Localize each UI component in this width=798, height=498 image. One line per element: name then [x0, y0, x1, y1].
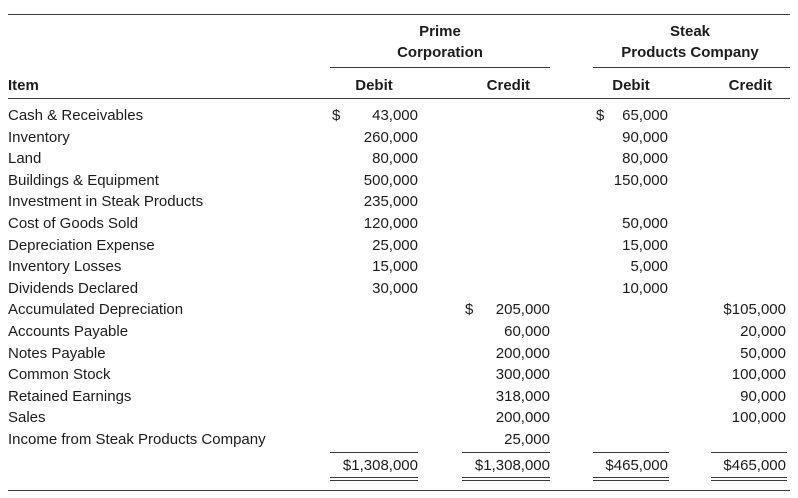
steak-group-rule [593, 67, 790, 68]
steak-credit-total: $465,000 [723, 457, 786, 474]
steak-credit-total-rule [711, 452, 787, 453]
row-item-label: Notes Payable [8, 344, 106, 362]
prime-credit-cell: 205,000 [495, 301, 550, 319]
prime-credit-total-rule [462, 452, 550, 453]
row-item-label: Inventory [8, 128, 70, 146]
prime-credit-cell: 300,000 [495, 366, 550, 384]
steak-credit-cell: $105,000 [723, 301, 786, 319]
prime-credit-dollar-sign: $ [465, 301, 474, 319]
row-item-label: Cost of Goods Sold [8, 215, 139, 232]
row-item-label: Cash & Receivables [8, 107, 144, 124]
table-row [0, 429, 798, 451]
prime-debit-dollar-sign: $ [332, 107, 341, 124]
prime-credit-cell: 25,000 [504, 431, 550, 448]
row-item-label: Depreciation Expense [8, 236, 155, 254]
steak-debit-dollar-sign: $ [596, 107, 605, 124]
table-row [0, 235, 798, 257]
table-row [0, 407, 798, 429]
table-row [0, 364, 798, 386]
steak-header-line1: Steak [669, 23, 711, 40]
steak-credit-cell: 90,000 [740, 387, 786, 405]
prime-debit-cell: 80,000 [372, 150, 418, 168]
prime-debit-cell: 500,000 [363, 171, 418, 189]
table-row [0, 386, 798, 408]
steak-credit-cell: 50,000 [740, 344, 786, 362]
table-row [0, 213, 798, 235]
steak-debit-cell: 50,000 [622, 215, 668, 232]
table-row [0, 321, 798, 343]
row-item-label: Inventory Losses [8, 258, 122, 276]
prime-debit-cell: 30,000 [372, 279, 418, 297]
bottom-rule [8, 490, 790, 491]
row-item-label: Retained Earnings [8, 387, 132, 405]
prime-debit-total: $1,308,000 [342, 457, 418, 474]
item-column-header: Item [8, 77, 39, 94]
table-row [0, 191, 798, 213]
prime-debit-total-rule [330, 452, 418, 453]
row-item-label: Accumulated Depreciation [8, 301, 184, 319]
prime-credit-cell: 200,000 [495, 344, 550, 362]
prime-group-rule [330, 67, 550, 68]
prime-debit-cell: 260,000 [363, 128, 418, 146]
prime-header-line1: Prime [419, 23, 461, 40]
prime-credit-header: Credit [486, 77, 530, 94]
steak-debit-total-rule [593, 452, 669, 453]
steak-debit-total: $465,000 [605, 457, 668, 474]
table-row [0, 343, 798, 365]
steak-credit-cell: 100,000 [731, 366, 786, 384]
table-row [0, 170, 798, 192]
steak-debit-double-rule-1 [593, 477, 669, 478]
row-item-label: Accounts Payable [8, 323, 129, 340]
row-item-label: Common Stock [8, 366, 111, 384]
row-item-label: Income from Steak Products Company [8, 431, 266, 448]
prime-debit-header: Debit [355, 77, 393, 94]
row-item-label: Dividends Declared [8, 279, 139, 297]
steak-debit-cell: 65,000 [622, 107, 668, 124]
steak-debit-cell: 90,000 [622, 128, 668, 146]
steak-credit-double-rule-2 [711, 480, 787, 481]
table-row [0, 127, 798, 149]
prime-debit-double-rule-2 [330, 480, 418, 481]
row-item-label: Land [8, 150, 42, 168]
steak-debit-cell: 150,000 [613, 171, 668, 189]
row-item-label: Buildings & Equipment [8, 171, 159, 189]
table-row [0, 105, 798, 127]
header-rule [8, 98, 790, 99]
steak-debit-cell: 15,000 [622, 236, 668, 254]
prime-debit-cell: 120,000 [363, 215, 418, 232]
prime-debit-cell: 15,000 [372, 258, 418, 276]
table-row [0, 148, 798, 170]
prime-credit-total: $1,308,000 [474, 457, 550, 474]
prime-debit-cell: 25,000 [372, 236, 418, 254]
steak-debit-double-rule-2 [593, 480, 669, 481]
prime-credit-cell: 60,000 [504, 323, 550, 340]
prime-header-line2: Corporation [397, 44, 483, 61]
steak-credit-header: Credit [728, 77, 772, 94]
steak-debit-header: Debit [612, 77, 650, 94]
prime-credit-double-rule-2 [462, 480, 550, 481]
steak-credit-cell: 20,000 [740, 323, 786, 340]
prime-credit-cell: 318,000 [495, 387, 550, 405]
row-item-label: Sales [8, 409, 46, 427]
steak-credit-double-rule-1 [711, 477, 787, 478]
table-row [0, 278, 798, 300]
table-row [0, 256, 798, 278]
prime-debit-double-rule-1 [330, 477, 418, 478]
steak-debit-cell: 10,000 [622, 279, 668, 297]
prime-credit-double-rule-1 [462, 477, 550, 478]
table-row [0, 299, 798, 321]
prime-debit-cell: 43,000 [372, 107, 418, 124]
steak-debit-cell: 80,000 [622, 150, 668, 168]
steak-debit-cell: 5,000 [630, 258, 668, 276]
row-item-label: Investment in Steak Products [8, 193, 204, 211]
prime-credit-cell: 200,000 [495, 409, 550, 427]
top-rule [8, 14, 790, 15]
prime-debit-cell: 235,000 [363, 193, 418, 211]
steak-credit-cell: 100,000 [731, 409, 786, 427]
steak-header-line2: Products Company [621, 44, 759, 61]
